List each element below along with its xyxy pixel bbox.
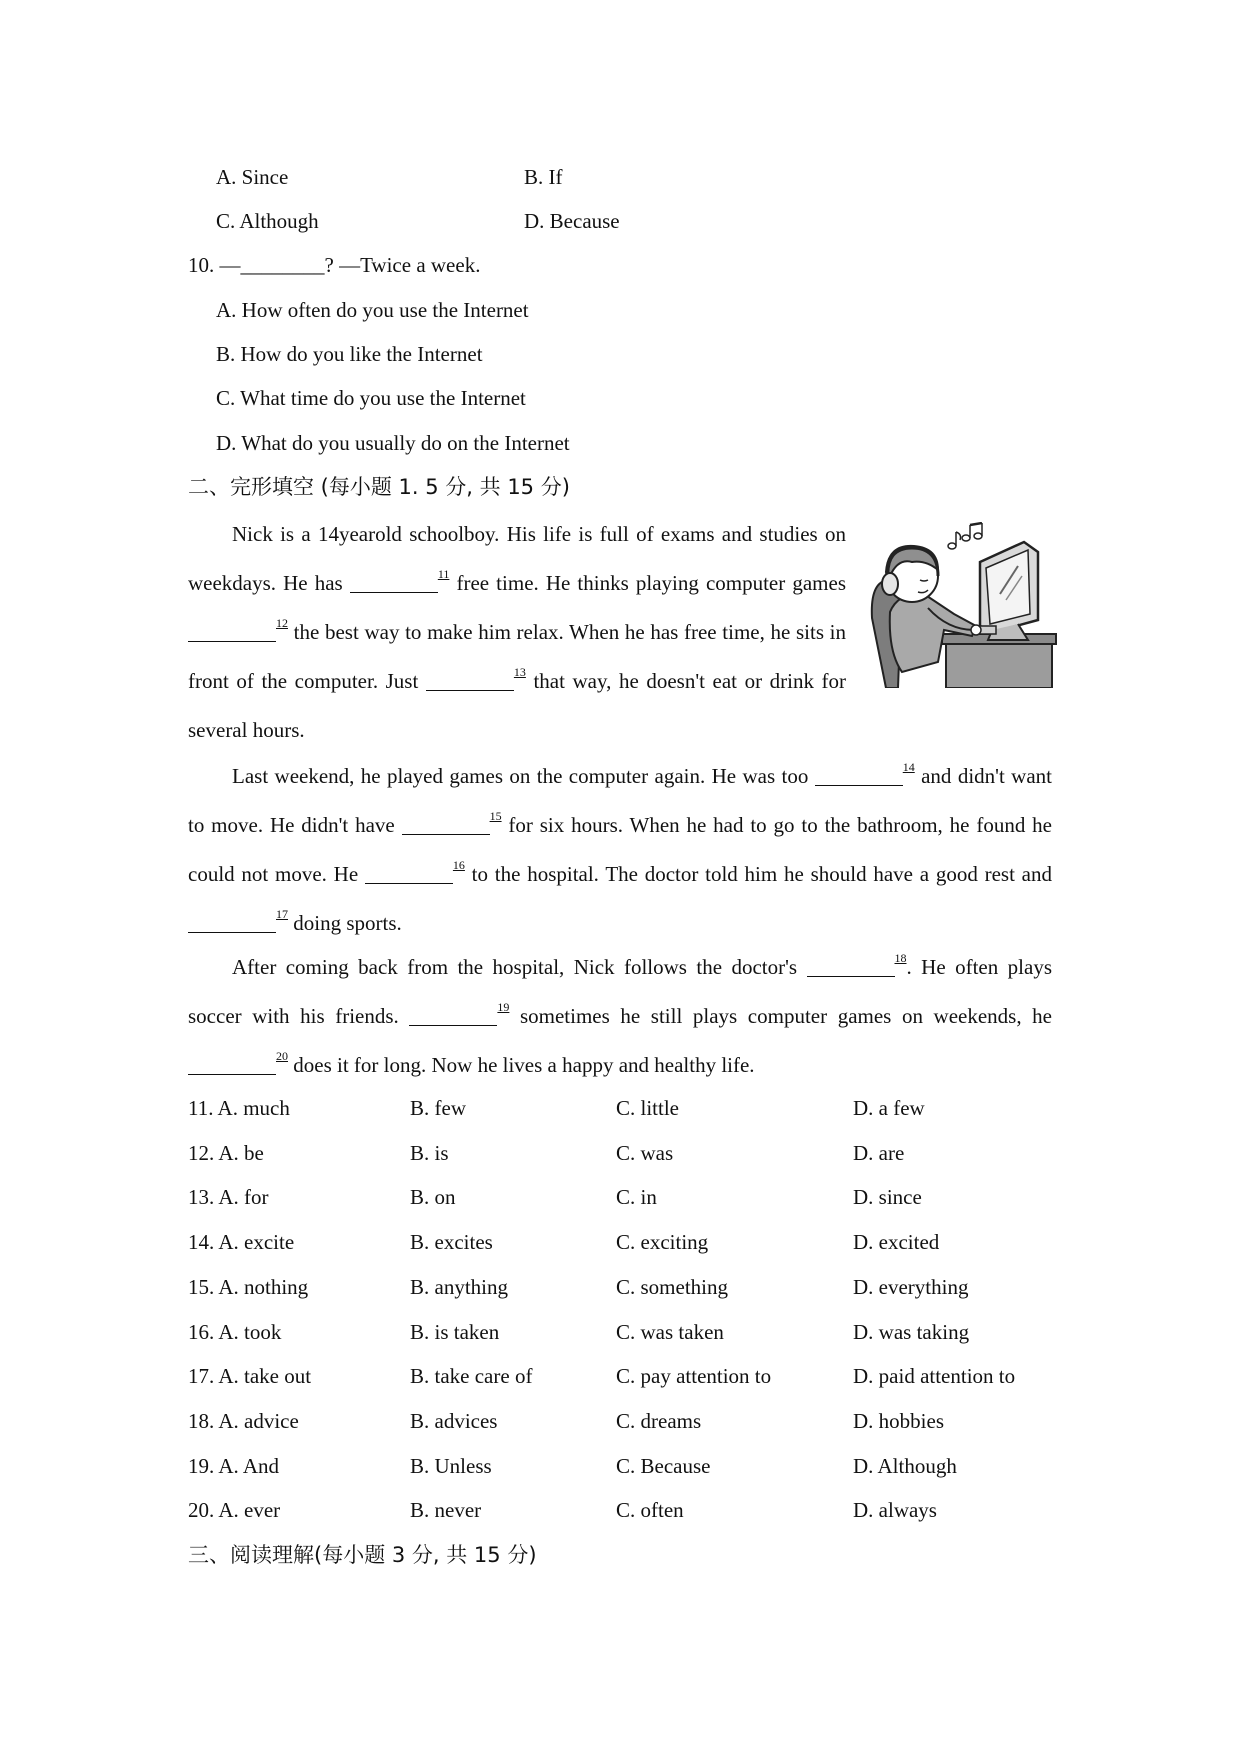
choice-d: D. since	[853, 1185, 922, 1209]
choice-d: D. a few	[853, 1096, 925, 1120]
choice-a: 17. A. take out	[188, 1364, 312, 1388]
choice-b: B. is	[410, 1141, 449, 1165]
passage-paragraph-3: After coming back from the hospital, Nick follows the doctor's $^{18}$. He often plays soccer with his friends. $^{19}$ sometimes he still plays computer games on weekends, he $^{20}$ does it for long. Now he lives a happy and healthy life.	[188, 943, 1052, 1090]
choice-a: 20. A. ever	[188, 1498, 281, 1522]
choice-a: 12. A. be	[188, 1141, 264, 1165]
choice-row-17	[188, 1362, 1088, 1390]
q10-option-a: A. How often do you use the Internet	[216, 298, 529, 322]
choice-a: 15. A. nothing	[188, 1275, 309, 1299]
q10-option-b: B. How do you like the Internet	[216, 342, 483, 366]
section-3-heading: 三、阅读理解(每小题 3 分, 共 15 分)	[188, 1543, 537, 1567]
q9-option-c: C. Although	[216, 209, 319, 233]
blank-13: 13	[426, 657, 526, 706]
q10-option-c: C. What time do you use the Internet	[216, 386, 526, 410]
choice-b: B. is taken	[410, 1320, 500, 1344]
choice-a: 16. A. took	[188, 1320, 282, 1344]
choice-a: 18. A. advice	[188, 1409, 299, 1433]
choice-b: B. Unless	[410, 1454, 492, 1478]
choice-b: B. never	[410, 1498, 482, 1522]
blank-20: 20	[188, 1041, 288, 1090]
choice-b: B. few	[410, 1096, 466, 1120]
passage-paragraph-2: Last weekend, he played games on the computer again. He was too $^{14}$ and didn't want to move. He didn't have $^{15}$ for six hours. When he had to go to the bathroom, he found he could not move. He $^{16}$ to the hospital. The doctor told him he should have a good rest and $^{17}$ doing sports.	[188, 752, 1052, 948]
choice-c: C. was	[616, 1141, 674, 1165]
choice-c: C. Because	[616, 1454, 711, 1478]
choice-d: D. was taking	[853, 1320, 970, 1344]
q9-option-b: B. If	[524, 165, 563, 189]
choice-row-16	[188, 1318, 1088, 1346]
choice-d: D. always	[853, 1498, 937, 1522]
choice-d: D. hobbies	[853, 1409, 944, 1433]
choice-d: D. excited	[853, 1230, 940, 1254]
choice-c: C. was taken	[616, 1320, 724, 1344]
choice-row-15	[188, 1273, 1088, 1301]
q9-option-d: D. Because	[524, 209, 620, 233]
choice-c: C. in	[616, 1185, 657, 1209]
choice-c: C. something	[616, 1275, 729, 1299]
choice-row-20	[188, 1496, 1088, 1524]
choice-d: D. paid attention to	[853, 1364, 1016, 1388]
choice-b: B. on	[410, 1185, 456, 1209]
q9-option-a: A. Since	[216, 165, 289, 189]
choice-d: D. Although	[853, 1454, 957, 1478]
choice-row-18	[188, 1407, 1088, 1435]
section-2-heading: 二、完形填空 (每小题 1. 5 分, 共 15 分)	[188, 475, 570, 499]
choice-c: C. little	[616, 1096, 679, 1120]
choice-a: 14. A. excite	[188, 1230, 295, 1254]
passage-paragraph-1: Nick is a 14yearold schoolboy. His life is full of exams and studies on weekdays. He has $^{11}$ free time. He thinks playing computer games $^{12}$ the best way to make him relax. When he has free time, he sits in front of the computer. Just $^{13}$ that way, he doesn't eat or drink for several hours.	[188, 522, 847, 742]
q10-option-d: D. What do you usually do on the Internet	[216, 431, 570, 455]
music-note-icon	[948, 523, 982, 549]
choice-c: C. dreams	[616, 1409, 702, 1433]
choice-c: C. often	[616, 1498, 684, 1522]
blank-15: 15	[402, 801, 502, 850]
choice-row-19	[188, 1452, 1088, 1480]
choice-b: B. take care of	[410, 1364, 533, 1388]
choice-b: B. anything	[410, 1275, 508, 1299]
choice-row-13	[188, 1183, 1088, 1211]
choice-a: 19. A. And	[188, 1454, 280, 1478]
blank-16: 16	[365, 850, 465, 899]
blank-14: 14	[815, 752, 915, 801]
boy-at-computer-illustration	[868, 522, 1058, 688]
choice-a: 11. A. much	[188, 1096, 290, 1120]
choice-row-11	[188, 1094, 1088, 1122]
blank-11: 11	[350, 559, 450, 608]
choice-d: D. are	[853, 1141, 905, 1165]
blank-18: 18	[807, 943, 907, 992]
blank-19: 19	[409, 992, 509, 1041]
choice-c: C. pay attention to	[616, 1364, 772, 1388]
choice-d: D. everything	[853, 1275, 969, 1299]
blank-17: 17	[188, 899, 288, 948]
q10-stem: 10. —________? —Twice a week.	[188, 253, 481, 277]
choice-row-14	[188, 1228, 1088, 1256]
choice-a: 13. A. for	[188, 1185, 269, 1209]
choice-c: C. exciting	[616, 1230, 709, 1254]
choice-row-12	[188, 1139, 1088, 1167]
choice-b: B. advices	[410, 1409, 498, 1433]
blank-12: 12	[188, 608, 288, 657]
choice-b: B. excites	[410, 1230, 493, 1254]
